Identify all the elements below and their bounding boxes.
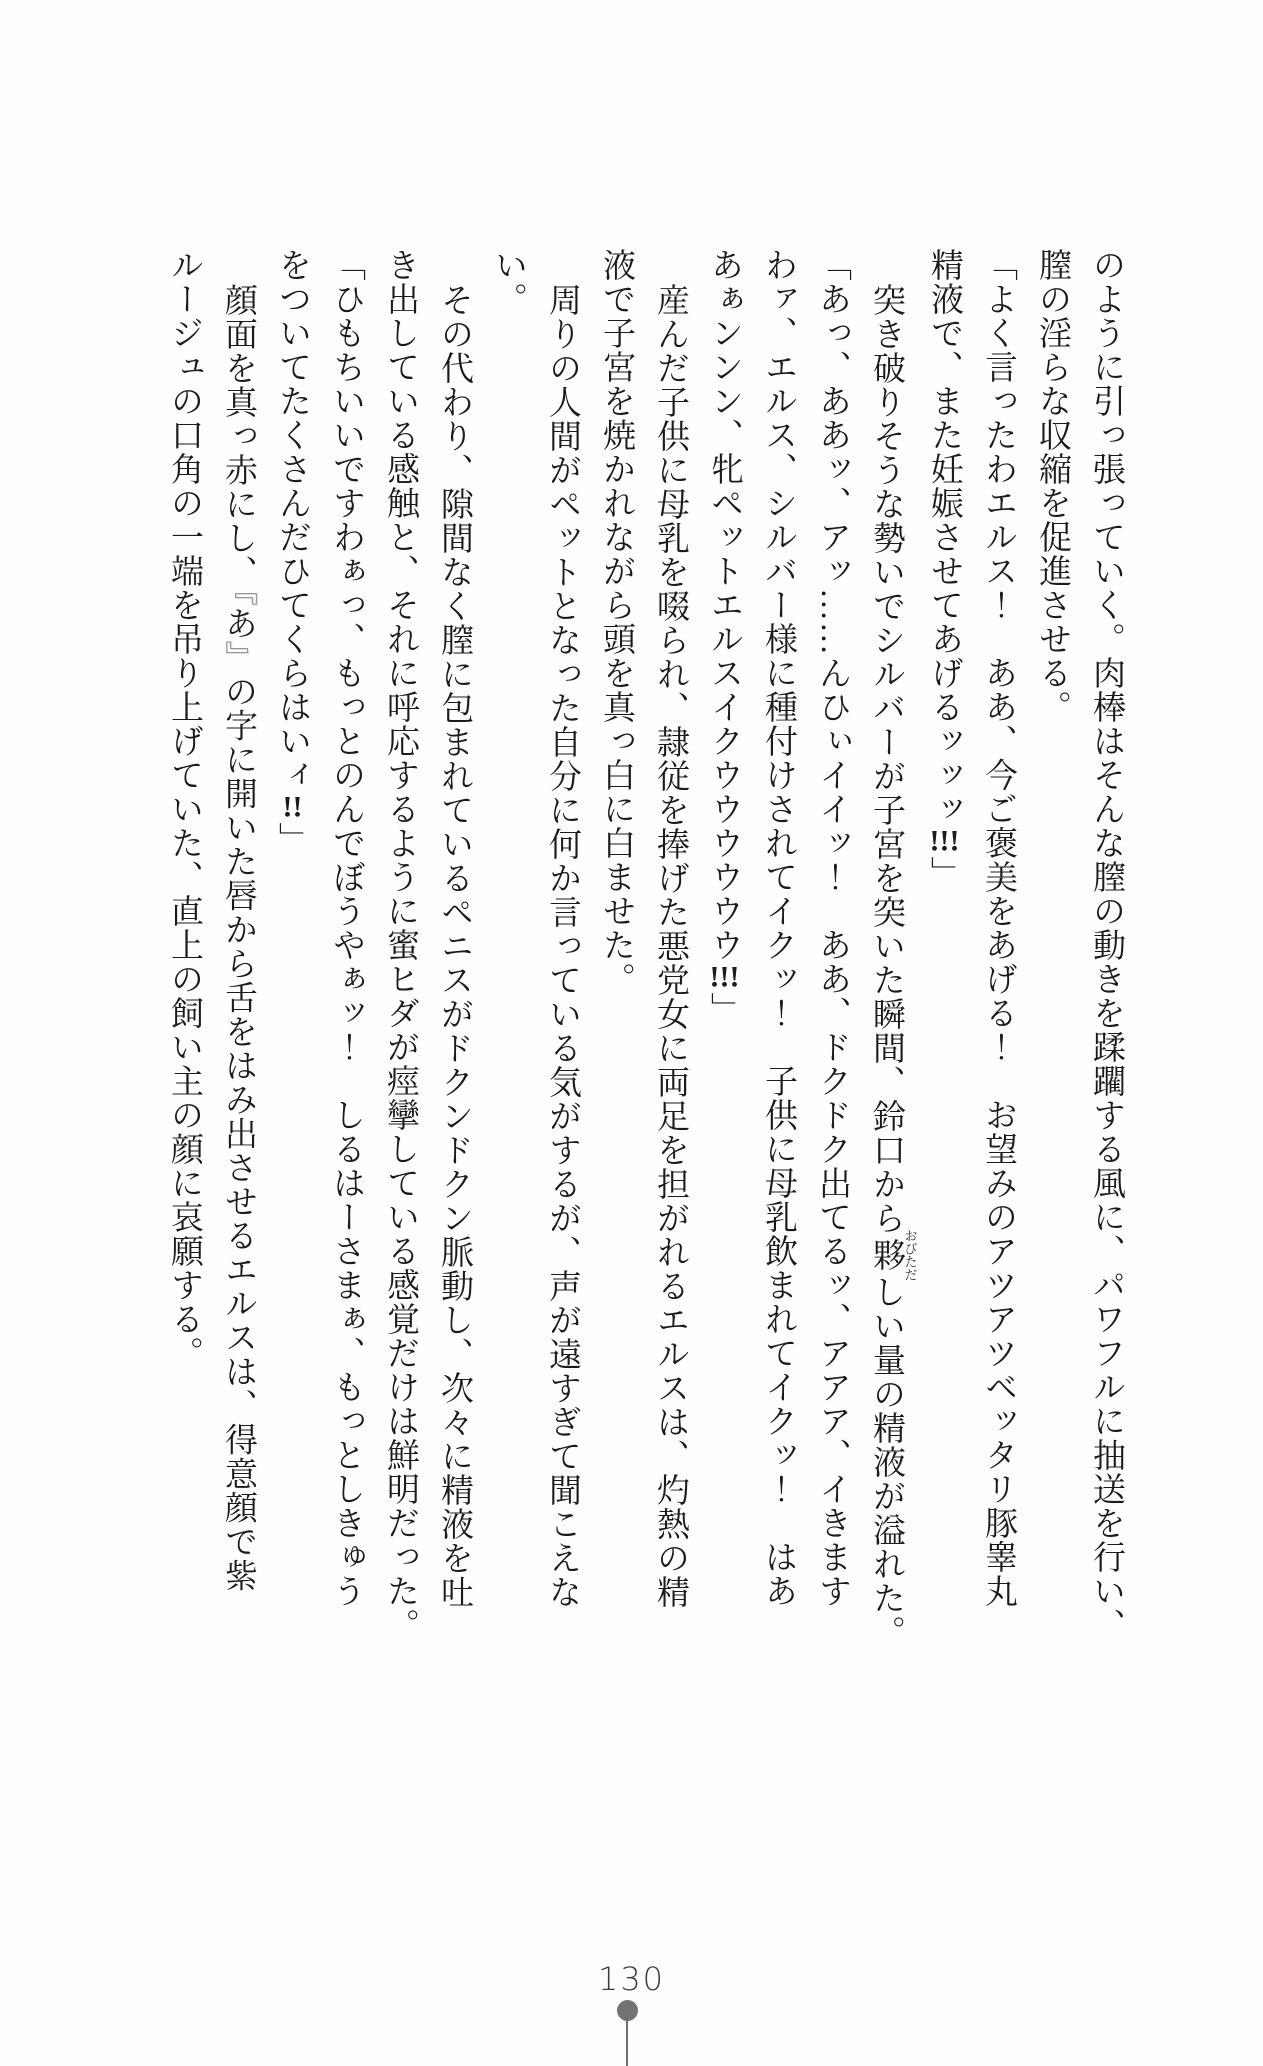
footer-line [626, 2016, 628, 2066]
text-column: 「ひもちいいですわぁっ、もっとのんでぼうやぁッ！ しるはーさまぁ、もっとしきゅう [328, 248, 364, 1608]
text-column: 膣の淫らな収縮を促進させる。 [1034, 248, 1070, 724]
text-column: 「あっ、ああッ、アッ……んひぃイイッ！ ああ、ドクドク出てるッ、アアア、イきます [814, 248, 850, 1608]
emphasis-bracket: 『 [220, 589, 256, 607]
text-column: わァ、エルス、シルバー様に種付けされてイクッ！ 子供に母乳飲まれてイクッ！ はあ [760, 248, 796, 1608]
tatechuyoko-exclamation: !!! [929, 826, 960, 856]
text-column: 「よく言ったわエルス！ ああ、今ご褒美をあげる！ お望みのアツアツベッタリ豚睾丸 [980, 248, 1016, 1608]
page-number: 130 [597, 1960, 666, 1998]
text-column: 精液で、また妊娠させてあげるッッッ!!!」 [926, 248, 962, 890]
text-block [157, 248, 1133, 1648]
text-column: 顔面を真っ赤にし、『あ』の字に開いた唇から舌をはみ出させるエルスは、得意顔で紫 [220, 283, 256, 1593]
text-column: あぁンンン、牝ペットエルスイクウウウウウウ!!!」 [706, 248, 742, 1026]
text-column: その代わり、隙間なく膣に包まれているペニスがドクンドクン脈動し、次々に精液を吐 [436, 283, 472, 1609]
text-column: き出している感触と、それに呼応するように蜜ヒダが痙攣している感覚だけは鮮明だった。 [382, 248, 418, 1642]
tatechuyoko-exclamation: !! [282, 792, 303, 822]
furigana-ruby: 夥おびただ [868, 1229, 918, 1281]
text-column: をついてたくさんだひてくらはいィ!!」 [274, 248, 310, 856]
text-column: ルージュの口角の一端を吊り上げていた、直上の飼い主の顔に哀願する。 [166, 248, 202, 1370]
tatechuyoko-exclamation: !!! [709, 962, 740, 992]
text-column: 産んだ子供に母乳を啜られ、隷従を捧げた悪党女に両足を担がれるエルスは、灼熱の精 [652, 283, 688, 1609]
text-column: 突き破りそうな勢いでシルバーが子宮を突いた瞬間、鈴口から夥おびただしい量の精液が溢れた。 [868, 283, 918, 1649]
text-column: のように引っ張っていく。肉棒はそんな膣の動きを蹂躙する風に、パワフルに抽送を行い、 [1088, 248, 1124, 1642]
text-column: 液で子宮を焼かれながら頭を真っ白に白ませた。 [598, 248, 634, 996]
text-column: い。 [490, 248, 526, 316]
text-column: 周りの人間がペットとなった自分に何か言っている気がするが、声が遠すぎて聞こえな [544, 283, 580, 1609]
emphasis-bracket: 』 [220, 640, 256, 675]
